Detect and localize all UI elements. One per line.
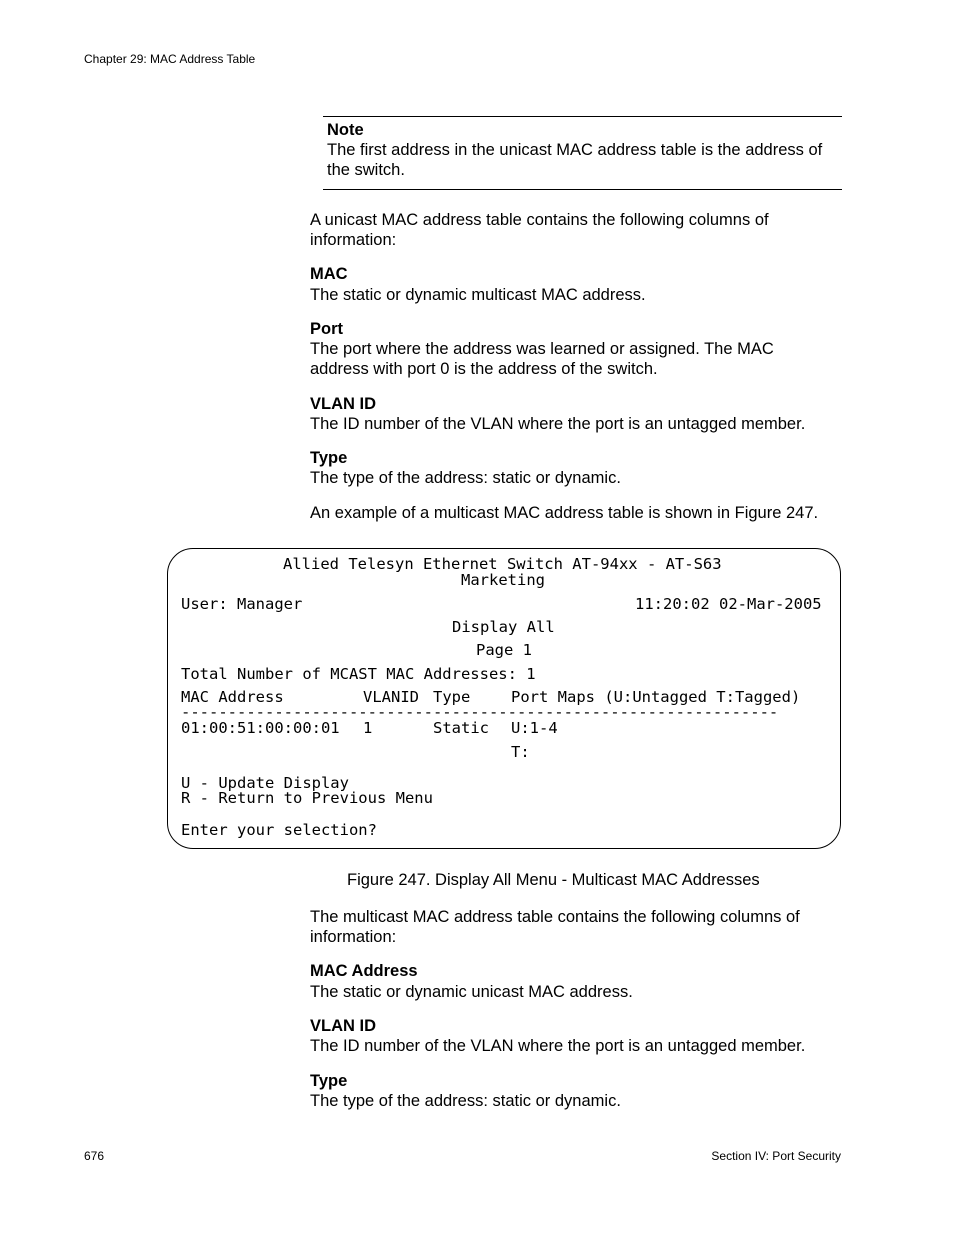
screen-total-count: Total Number of MCAST MAC Addresses: 1	[181, 665, 536, 683]
screen-subtitle: Marketing	[461, 571, 545, 589]
row-tagged-ports: T:	[511, 743, 530, 761]
definition-desc-vlan-id-2: The ID number of the VLAN where the port is an untagged member.	[310, 1037, 806, 1055]
definition-desc-mac: The static or dynamic multicast MAC address.	[310, 286, 646, 304]
definition-term-type-2: Type	[310, 1072, 348, 1090]
definition-term-vlan-id-2: VLAN ID	[310, 1017, 376, 1035]
column-header-type: Type	[433, 688, 471, 706]
screen-divider: ----------------------------------------------------------------	[181, 703, 779, 721]
definition-desc-vlan-id: The ID number of the VLAN where the port is an untagged member.	[310, 415, 806, 433]
column-header-port-maps: Port Maps (U:Untagged T:Tagged)	[511, 688, 801, 706]
intro-paragraph-line-2: information:	[310, 231, 397, 249]
row-untagged-ports: U:1-4	[511, 719, 558, 737]
definition-desc-port-line-2: address with port 0 is the address of the switch.	[310, 360, 658, 378]
column-header-vlanid: VLANID	[363, 688, 419, 706]
definition-desc-mac-address: The static or dynamic unicast MAC address.	[310, 983, 633, 1001]
row-type: Static	[433, 719, 489, 737]
definition-term-vlan-id: VLAN ID	[310, 395, 376, 413]
row-vlanid: 1	[363, 719, 373, 737]
definition-desc-port-line-1: The port where the address was learned or assigned. The MAC	[310, 340, 774, 358]
definition-desc-type-2: The type of the address: static or dynamic.	[310, 1092, 621, 1110]
definition-term-type: Type	[310, 449, 348, 467]
definition-term-mac: MAC	[310, 265, 348, 283]
note-heading: Note	[327, 121, 364, 139]
screen-option-update: U - Update Display	[181, 774, 349, 792]
screen-prompt: Enter your selection?	[181, 821, 377, 839]
running-header: Chapter 29: MAC Address Table	[84, 52, 256, 66]
screen-user: User: Manager	[181, 595, 303, 613]
definition-desc-type: The type of the address: static or dynamic.	[310, 469, 621, 487]
multicast-intro-line-1: The multicast MAC address table contains the following columns of	[310, 908, 800, 926]
page-number: 676	[84, 1149, 105, 1163]
definition-term-port: Port	[310, 320, 343, 338]
screen-option-return: R - Return to Previous Menu	[181, 789, 433, 807]
note-text-line-2: the switch.	[327, 161, 405, 179]
screen-datetime: 11:20:02 02-Mar-2005	[635, 595, 822, 613]
note-text-line-1: The first address in the unicast MAC address table is the address of	[327, 141, 823, 159]
multicast-intro-line-2: information:	[310, 928, 397, 946]
screen-title: Allied Telesyn Ethernet Switch AT-94xx - AT-S63	[283, 555, 722, 573]
screen-menu-name: Display All	[452, 618, 555, 636]
definition-term-mac-address: MAC Address	[310, 962, 418, 980]
column-header-mac: MAC Address	[181, 688, 284, 706]
intro-paragraph-line-1: A unicast MAC address table contains the following columns of	[310, 211, 769, 229]
screen-page: Page 1	[476, 641, 532, 659]
note-top-rule	[323, 116, 842, 117]
note-bottom-rule	[323, 189, 842, 190]
row-mac-address: 01:00:51:00:00:01	[181, 719, 340, 737]
example-sentence: An example of a multicast MAC address table is shown in Figure 247.	[310, 504, 819, 522]
footer-section: Section IV: Port Security	[711, 1149, 841, 1163]
figure-caption: Figure 247. Display All Menu - Multicast MAC Addresses	[347, 871, 760, 889]
